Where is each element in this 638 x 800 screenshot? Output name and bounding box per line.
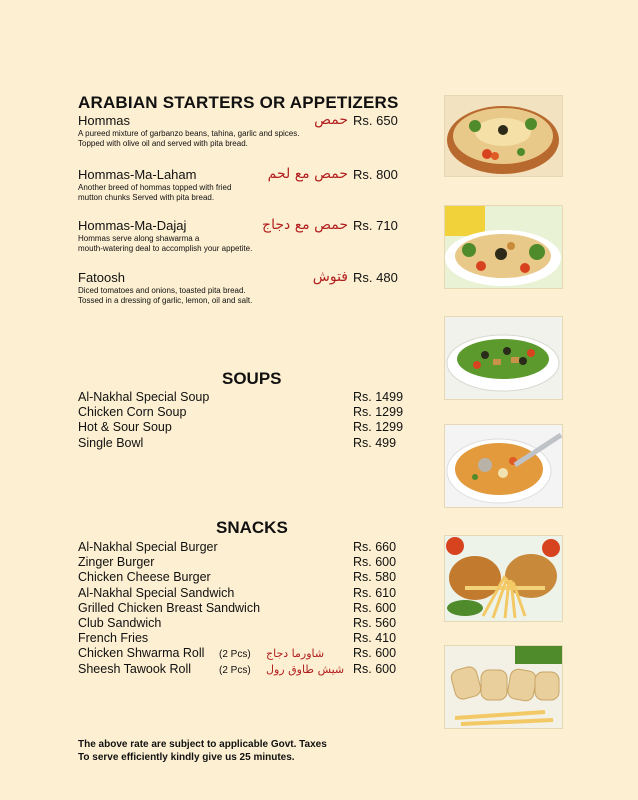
item-price: Rs. 499 xyxy=(353,435,397,450)
item-name: Club Sandwich xyxy=(78,615,162,630)
desc-line: Another breed of hommas topped with fried xyxy=(78,183,232,192)
item-price: Rs. 660 xyxy=(353,540,397,554)
desc-line: mouth-watering deal to accomplish your appetite. xyxy=(78,244,253,253)
list-item xyxy=(78,420,408,435)
item-arabic-name: شاورما دجاج xyxy=(266,647,325,661)
item-price: Rs. 580 xyxy=(353,570,397,585)
item-description xyxy=(78,234,368,254)
list-item xyxy=(78,405,408,420)
item-name: Grilled Chicken Breast Sandwich xyxy=(78,600,261,615)
list-item xyxy=(78,390,408,405)
list-item xyxy=(78,631,408,646)
item-name: Hommas-Ma-Laham xyxy=(78,167,197,182)
item-price: Rs. 480 xyxy=(353,270,398,285)
burger-photo xyxy=(444,535,563,622)
item-arabic-name: شيش طاوق رول xyxy=(266,662,345,676)
list-item xyxy=(78,436,408,451)
item-pieces: (2 Pcs) xyxy=(219,664,251,676)
hommas-photo xyxy=(444,95,563,177)
desc-line: Hommas serve along shawarma a xyxy=(78,234,200,243)
item-price: Rs. 1299 xyxy=(353,405,404,420)
item-price: Rs. 410 xyxy=(353,631,397,646)
item-price: Rs. 650 xyxy=(353,113,398,128)
item-price: Rs. 800 xyxy=(353,167,398,182)
footer-line: To serve efficiently kindly give us 25 minutes. xyxy=(78,752,295,763)
list-item xyxy=(78,616,408,631)
snacks-list xyxy=(78,540,408,677)
item-name: Chicken Shwarma Roll xyxy=(78,646,205,661)
shawarma-roll-photo xyxy=(444,645,563,729)
item-name: Zinger Burger xyxy=(78,555,155,570)
item-name: Hot & Sour Soup xyxy=(78,420,172,435)
item-price: Rs. 600 xyxy=(353,600,397,615)
item-name: Al-Nakhal Special Sandwich xyxy=(78,585,235,600)
item-description xyxy=(78,129,368,149)
list-item xyxy=(78,570,408,585)
item-name: Chicken Cheese Burger xyxy=(78,570,211,585)
item-name: Chicken Corn Soup xyxy=(78,405,187,420)
item-price: Rs. 610 xyxy=(353,585,397,600)
item-name: Hommas xyxy=(78,113,131,128)
desc-line: Topped with olive oil and served with pita bread. xyxy=(78,139,248,148)
fatoosh-photo xyxy=(444,316,563,400)
footer-line: The above rate are subject to applicable Govt. Taxes xyxy=(78,739,327,750)
item-name: Al-Nakhal Special Soup xyxy=(78,390,210,404)
item-price: Rs. 600 xyxy=(353,646,397,661)
item-pieces: (2 Pcs) xyxy=(219,649,251,661)
item-name: Single Bowl xyxy=(78,435,144,450)
soups-list xyxy=(78,390,408,451)
item-price: Rs. 1499 xyxy=(353,390,404,404)
list-item xyxy=(78,555,408,570)
list-item xyxy=(78,540,408,555)
starters-title: ARABIAN STARTERS OR APPETIZERS xyxy=(78,93,399,112)
desc-line: Diced tomatoes and onions, toasted pita bread. xyxy=(78,286,246,295)
list-item xyxy=(78,662,408,677)
item-name: French Fries xyxy=(78,631,149,646)
footer-note xyxy=(78,738,327,764)
item-price: Rs. 560 xyxy=(353,615,397,630)
item-price: Rs. 1299 xyxy=(353,420,404,435)
item-price: Rs. 710 xyxy=(353,218,398,233)
hommas-dajaj-photo xyxy=(444,205,563,289)
item-name: Sheesh Tawook Roll xyxy=(78,661,192,676)
item-arabic-name: حمص مع دجاج xyxy=(262,217,348,233)
item-description xyxy=(78,286,368,306)
item-name: Al-Nakhal Special Burger xyxy=(78,540,218,554)
desc-line: Tossed in a dressing of garlic, lemon, oil and salt. xyxy=(78,296,253,305)
desc-line: A pureed mixture of garbanzo beans, tahina, garlic and spices. xyxy=(78,129,300,138)
list-item xyxy=(78,646,408,661)
list-item xyxy=(78,586,408,601)
item-arabic-name: حمص xyxy=(314,112,348,128)
soups-title: SOUPS xyxy=(222,369,282,388)
item-name: Fatoosh xyxy=(78,270,125,285)
snacks-title: SNACKS xyxy=(216,518,288,537)
item-name: Hommas-Ma-Dajaj xyxy=(78,218,187,233)
item-arabic-name: فتوش xyxy=(312,269,348,285)
item-description xyxy=(78,183,368,203)
item-price: Rs. 600 xyxy=(353,661,397,676)
item-arabic-name: حمص مع لحم xyxy=(267,166,348,182)
desc-line: mutton chunks Served with pita bread. xyxy=(78,193,215,202)
soup-photo xyxy=(444,424,563,508)
list-item xyxy=(78,601,408,616)
item-price: Rs. 600 xyxy=(353,555,397,570)
